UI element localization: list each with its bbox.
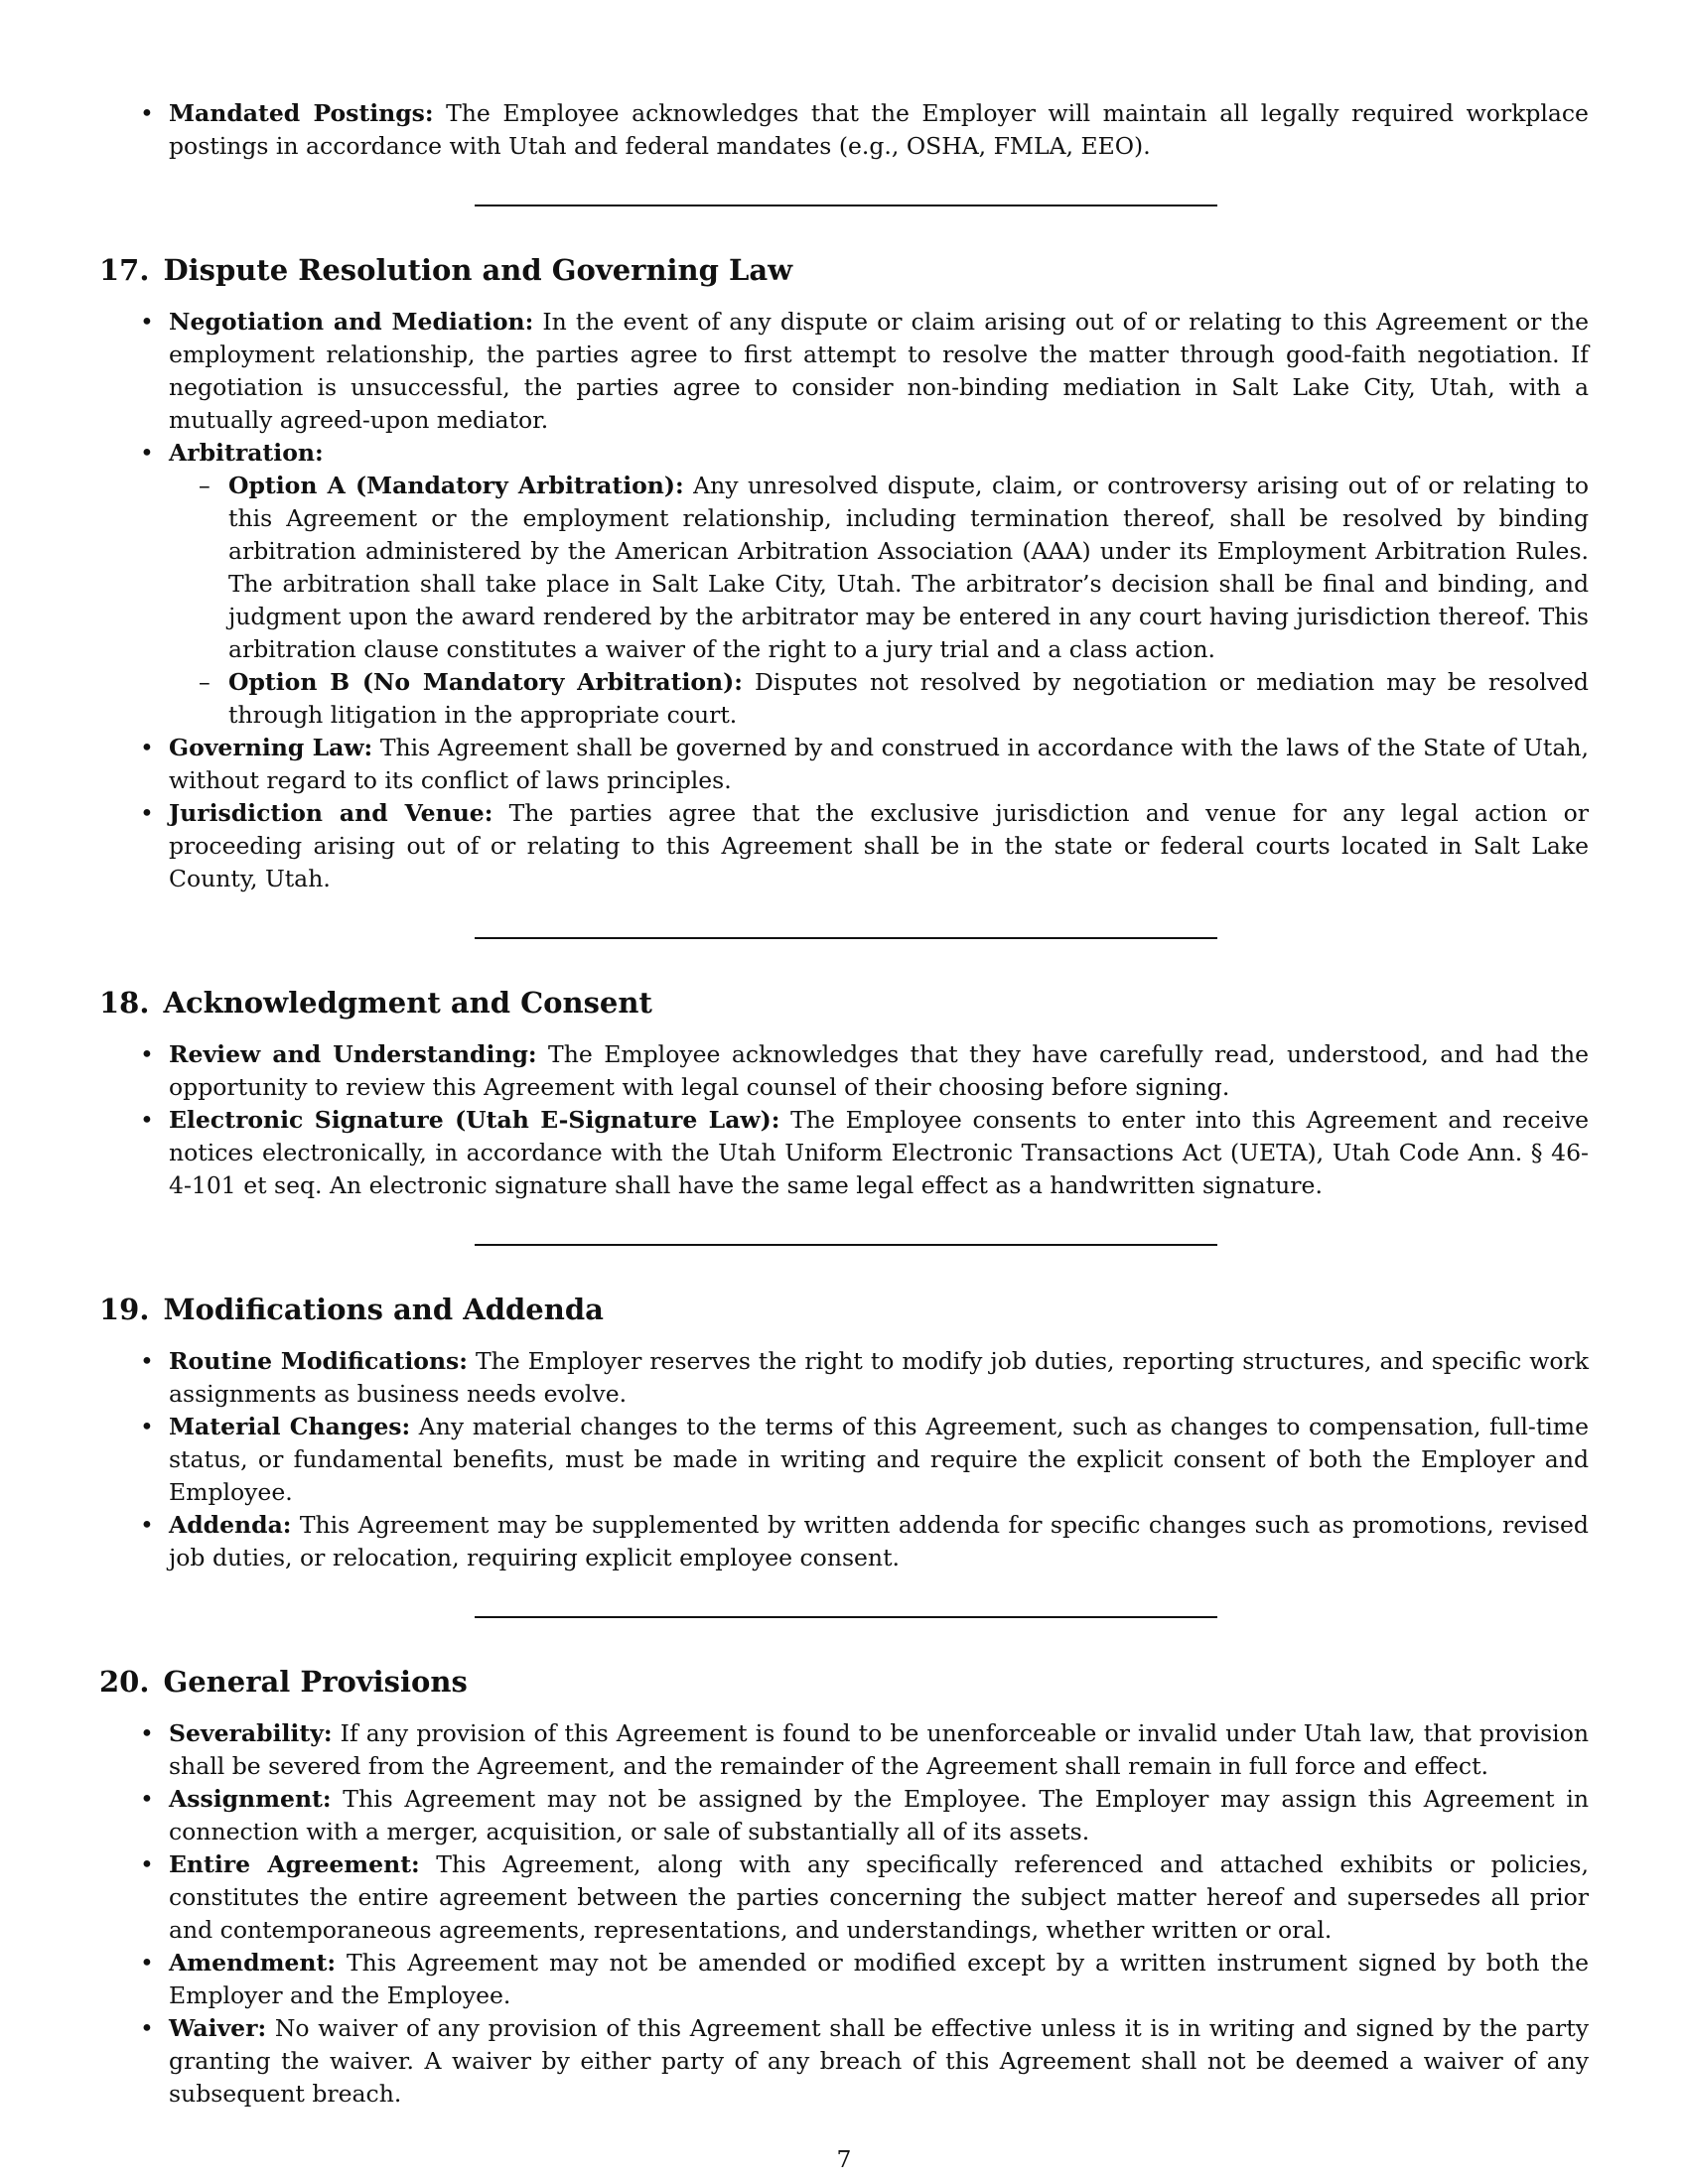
sub-list-item bbox=[169, 666, 1589, 732]
section-heading bbox=[99, 252, 1589, 288]
section-number: 17. bbox=[99, 253, 150, 287]
section-heading bbox=[99, 1292, 1589, 1327]
item-text: This Agreement may not be assigned by the Employee. The Employer may assign this Agreement in connection with a merger, acquisition, or sale of substantially all of its assets. bbox=[169, 1785, 1589, 1845]
item-label: Jurisdiction and Venue: bbox=[169, 799, 493, 827]
section-heading bbox=[99, 1664, 1589, 1700]
list-item bbox=[99, 437, 1589, 732]
item-label: Amendment: bbox=[169, 1949, 336, 1977]
sub-list-item bbox=[169, 470, 1589, 666]
item-label: Mandated Postings: bbox=[169, 99, 434, 127]
sub-list bbox=[169, 470, 1589, 732]
item-text: The parties agree that the exclusive jurisdiction and venue for any legal action or proceeding arising out of or relating to this Agreement shall be in the state or federal courts located in Salt Lake County, Utah. bbox=[169, 799, 1589, 892]
list-item bbox=[99, 306, 1589, 437]
item-label: Arbitration: bbox=[169, 439, 324, 467]
list-item bbox=[99, 1947, 1589, 2012]
list-item bbox=[99, 1038, 1589, 1104]
item-text: The Employee acknowledges that the Employer will maintain all legally required workplace postings in accordance with Utah and federal mandates (e.g., OSHA, FMLA, EEO). bbox=[169, 99, 1589, 160]
section-divider bbox=[475, 205, 1217, 206]
section-title: Dispute Resolution and Governing Law bbox=[163, 253, 793, 287]
section-list bbox=[99, 306, 1589, 895]
item-label: Routine Modifications: bbox=[169, 1347, 468, 1375]
section-divider bbox=[475, 1616, 1217, 1618]
list-item bbox=[99, 1345, 1589, 1411]
section-list bbox=[99, 1038, 1589, 1202]
item-label: Material Changes: bbox=[169, 1413, 411, 1440]
item-label: Waiver: bbox=[169, 2014, 267, 2042]
page-content bbox=[99, 97, 1589, 2111]
item-text: No waiver of any provision of this Agreement shall be effective unless it is in writing and signed by the party granting the waiver. A waiver by either party of any breach of this Agreement shall not be deemed a waiver of any subsequent breach. bbox=[169, 2014, 1589, 2108]
list-item bbox=[99, 1848, 1589, 1947]
item-label: Assignment: bbox=[169, 1785, 332, 1813]
item-text: The Employee acknowledges that they have carefully read, understood, and had the opportunity to review this Agreement with legal counsel of their choosing before signing. bbox=[169, 1040, 1589, 1101]
section-list bbox=[99, 1717, 1589, 2111]
item-label: Option B (No Mandatory Arbitration): bbox=[228, 668, 743, 696]
list-item bbox=[99, 1717, 1589, 1783]
item-text: The Employer reserves the right to modify job duties, reporting structures, and specific work assignments as business needs evolve. bbox=[169, 1347, 1590, 1408]
item-text: Any unresolved dispute, claim, or controversy arising out of or relating to this Agreement or the employment relationship, including termination thereof, shall be resolved by binding arbitration administered by the American Arbitration Association (AAA) under its Employment Arbitration Rules. The arbitration shall take place in Salt Lake City, Utah. The arbitrator’s decision shall be final and binding, and judgment upon the award rendered by the arbitrator may be entered in any court having jurisdiction thereof. This arbitration clause constitutes a waiver of the right to a jury trial and a class action. bbox=[228, 472, 1589, 663]
list-item bbox=[99, 1783, 1589, 1848]
list-item bbox=[99, 97, 1589, 163]
item-text: In the event of any dispute or claim arising out of or relating to this Agreement or the employment relationship, the parties agree to first attempt to resolve the matter through good-faith negotiation. If negotiation is unsuccessful, the parties agree to consider non-binding mediation in Salt Lake City, Utah, with a mutually agreed-upon mediator. bbox=[169, 308, 1589, 434]
section-divider bbox=[475, 1244, 1217, 1246]
section-title: Modifications and Addenda bbox=[163, 1293, 604, 1326]
item-label: Entire Agreement: bbox=[169, 1850, 420, 1878]
section-number: 18. bbox=[99, 986, 150, 1020]
item-text: This Agreement shall be governed by and construed in accordance with the laws of the State of Utah, without regard to its conflict of laws principles. bbox=[169, 734, 1589, 794]
list-item bbox=[99, 2012, 1589, 2111]
section-number: 20. bbox=[99, 1665, 150, 1699]
item-text: This Agreement may be supplemented by written addenda for specific changes such as promotions, revised job duties, or relocation, requiring explicit employee consent. bbox=[169, 1511, 1589, 1571]
item-label: Addenda: bbox=[169, 1511, 292, 1539]
item-text: If any provision of this Agreement is found to be unenforceable or invalid under Utah law, that provision shall be severed from the Agreement, and the remainder of the Agreement shall remain in full force and effect. bbox=[169, 1719, 1589, 1780]
section-title: General Provisions bbox=[163, 1665, 468, 1699]
item-label: Governing Law: bbox=[169, 734, 373, 761]
list-item bbox=[99, 797, 1589, 895]
section-title: Acknowledgment and Consent bbox=[163, 986, 652, 1020]
item-label: Option A (Mandatory Arbitration): bbox=[228, 472, 684, 499]
item-text: The Employee consents to enter into this Agreement and receive notices electronically, in accordance with the Utah Uniform Electronic Transactions Act (UETA), Utah Code Ann. § 46-4-101 et seq. An electronic signature shall have the same legal effect as a handwritten signature. bbox=[169, 1106, 1589, 1199]
list-item bbox=[99, 1411, 1589, 1509]
list-item bbox=[99, 732, 1589, 797]
item-text: This Agreement may not be amended or modified except by a written instrument signed by both the Employer and the Employee. bbox=[169, 1949, 1589, 2009]
item-label: Review and Understanding: bbox=[169, 1040, 537, 1068]
page-number: 7 bbox=[836, 2145, 852, 2173]
section-list bbox=[99, 1345, 1589, 1574]
item-label: Electronic Signature (Utah E-Signature Law): bbox=[169, 1106, 780, 1134]
item-label: Severability: bbox=[169, 1719, 333, 1747]
list-item bbox=[99, 1104, 1589, 1202]
item-text: Disputes not resolved by negotiation or mediation may be resolved through litigation in the appropriate court. bbox=[228, 668, 1589, 729]
item-text: Any material changes to the terms of this Agreement, such as changes to compensation, full-time status, or fundamental benefits, must be made in writing and require the explicit consent of both the Employer and Employee. bbox=[169, 1413, 1589, 1506]
item-text: This Agreement, along with any specifically referenced and attached exhibits or policies, constitutes the entire agreement between the parties concerning the subject matter hereof and supersedes all prior and contemporaneous agreements, representations, and understandings, whether written or oral. bbox=[169, 1850, 1589, 1944]
carryover-list bbox=[99, 97, 1589, 163]
section-divider bbox=[475, 937, 1217, 939]
section-number: 19. bbox=[99, 1293, 150, 1326]
section-heading bbox=[99, 985, 1589, 1021]
item-label: Negotiation and Mediation: bbox=[169, 308, 534, 336]
list-item bbox=[99, 1509, 1589, 1574]
